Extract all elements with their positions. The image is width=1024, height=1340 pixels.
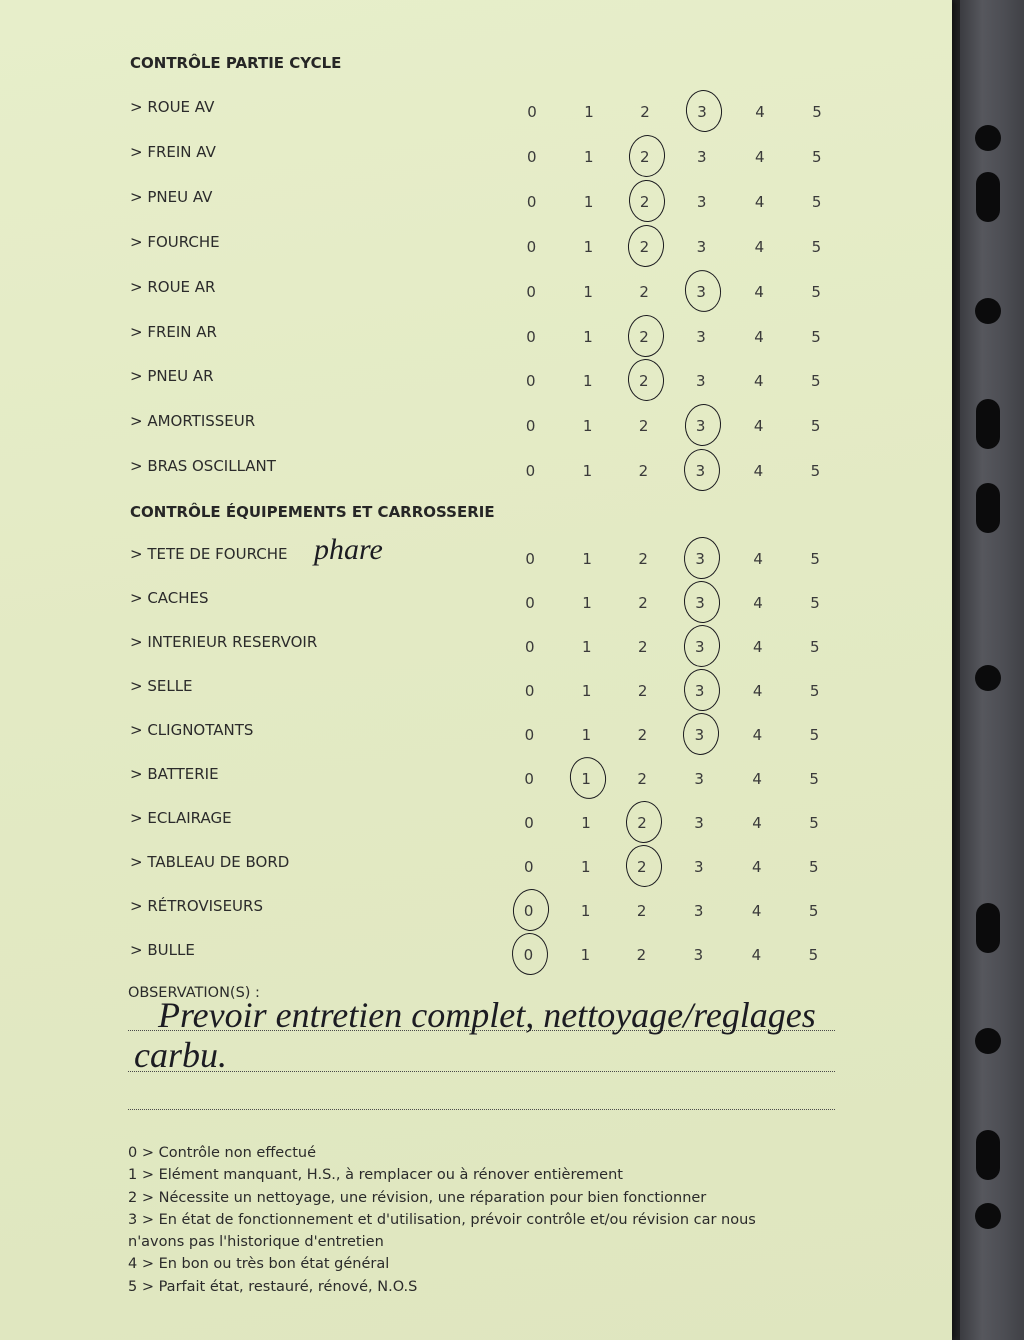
score-option: 3 <box>697 103 707 121</box>
score-option: 5 <box>811 282 821 301</box>
item-label: > BULLE <box>130 941 195 959</box>
score-option: 3 <box>695 550 705 568</box>
score-option: 5 <box>810 417 821 436</box>
score-option: 0 <box>523 902 534 920</box>
score-option: 3 <box>694 682 705 700</box>
score-option: 4 <box>752 858 762 876</box>
score-option: 3 <box>696 282 706 301</box>
selected-score-circle <box>510 887 551 933</box>
score-option: 2 <box>638 594 648 612</box>
checklist-row <box>0 185 952 209</box>
score-option: 2 <box>640 147 650 166</box>
score-option: 2 <box>639 372 649 391</box>
score-option: 5 <box>810 462 821 481</box>
item-label: > CLIGNOTANTS <box>130 721 254 739</box>
score-option: 4 <box>752 726 763 744</box>
score-option: 4 <box>753 417 764 436</box>
score-option: 5 <box>810 594 820 612</box>
score-option: 1 <box>581 858 591 876</box>
score-option: 1 <box>581 770 591 788</box>
handwritten-observation-line-1: Prevoir entretien complet, nettoyage/reglages <box>158 995 816 1035</box>
score-option: 4 <box>752 814 762 832</box>
score-option: 0 <box>524 858 534 876</box>
punch-hole <box>976 483 1000 533</box>
score-option: 1 <box>584 103 594 121</box>
handwritten-observation-line-2: carbu. <box>134 1035 227 1075</box>
score-option: 2 <box>638 550 648 568</box>
score-legend <box>128 1142 756 1298</box>
item-label: > TETE DE FOURCHE <box>130 545 288 563</box>
item-label: > PNEU AR <box>130 367 214 386</box>
selected-score-circle <box>624 844 664 889</box>
item-label: > PNEU AV <box>130 187 213 206</box>
selected-score-circle <box>627 314 665 358</box>
item-label: > RÉTROVISEURS <box>130 897 263 915</box>
item-label: > INTERIEUR RESERVOIR <box>130 633 318 651</box>
score-option: 5 <box>809 770 819 788</box>
score-option: 5 <box>809 682 820 700</box>
score-option: 3 <box>693 946 704 964</box>
score-option: 2 <box>640 103 650 121</box>
legend-line: 2 > Nécessite un nettoyage, une révision, une réparation pour bien fonctionner <box>128 1189 707 1206</box>
score-option: 1 <box>581 814 591 832</box>
score-option: 3 <box>694 726 705 744</box>
score-option: 4 <box>751 902 762 920</box>
selected-score-circle <box>681 711 721 757</box>
score-option: 3 <box>696 237 707 256</box>
score-option: 0 <box>525 462 536 481</box>
punch-hole <box>975 1028 1001 1054</box>
score-option: 0 <box>525 594 535 612</box>
score-option: 1 <box>583 372 593 391</box>
checklist-row <box>0 586 952 610</box>
selected-score-circle <box>682 668 721 712</box>
checklist-row <box>0 762 952 786</box>
score-option: 2 <box>637 858 647 876</box>
checklist-row <box>0 364 952 391</box>
score-option: 0 <box>524 814 534 832</box>
checklist-row <box>0 542 952 566</box>
score-option: 3 <box>694 770 704 788</box>
score-option: 2 <box>638 638 648 656</box>
score-option: 5 <box>808 902 819 920</box>
checklist-row <box>0 140 952 164</box>
score-option: 5 <box>811 327 821 346</box>
score-option: 4 <box>755 103 765 121</box>
score-option: 4 <box>752 682 763 700</box>
score-option: 1 <box>584 147 594 166</box>
item-label: > SELLE <box>130 677 193 695</box>
score-option: 4 <box>754 327 764 346</box>
score-option: 1 <box>580 902 591 920</box>
score-option: 5 <box>809 858 819 876</box>
score-option: 0 <box>525 550 535 568</box>
checklist-row <box>0 454 952 481</box>
score-option: 3 <box>695 462 706 481</box>
selected-score-circle <box>625 800 663 844</box>
item-label: > ROUE AR <box>130 277 216 296</box>
handwritten-note-phare: phare <box>314 533 383 566</box>
score-option: 1 <box>583 192 594 211</box>
score-option: 1 <box>583 327 593 346</box>
score-option: 4 <box>754 372 764 391</box>
score-option: 5 <box>810 550 820 568</box>
selected-score-circle <box>683 448 721 492</box>
score-option: 4 <box>755 147 765 166</box>
score-option: 5 <box>812 147 822 166</box>
score-option: 4 <box>753 638 763 656</box>
score-option: 2 <box>636 902 647 920</box>
score-option: 0 <box>527 147 537 166</box>
score-option: 1 <box>581 726 592 744</box>
score-option: 4 <box>754 237 765 256</box>
score-option: 0 <box>524 770 534 788</box>
selected-score-circle <box>683 536 722 580</box>
checklist-row <box>0 275 952 299</box>
score-option: 5 <box>811 372 821 391</box>
selected-score-circle <box>626 358 666 403</box>
score-option: 3 <box>693 902 704 920</box>
score-option: 3 <box>695 417 706 436</box>
score-option: 0 <box>526 327 536 346</box>
score-option: 0 <box>527 103 537 121</box>
score-option: 5 <box>808 946 819 964</box>
checklist-row <box>0 718 952 742</box>
legend-line: 5 > Parfait état, restauré, rénové, N.O.S <box>128 1278 418 1295</box>
checklist-row <box>0 95 952 119</box>
score-option: 3 <box>696 372 706 391</box>
punch-hole <box>975 665 1001 691</box>
punch-hole <box>976 399 1000 449</box>
punch-hole <box>975 1203 1001 1229</box>
punch-hole <box>976 903 1000 953</box>
score-option: 2 <box>637 726 648 744</box>
item-label: > ROUE AV <box>130 98 215 116</box>
legend-line: n'avons pas l'historique d'entretien <box>128 1234 384 1251</box>
score-option: 5 <box>810 638 820 656</box>
selected-score-circle <box>511 932 549 976</box>
punch-hole <box>975 125 1001 151</box>
score-option: 4 <box>754 192 765 211</box>
score-option: 2 <box>639 237 650 256</box>
score-option: 0 <box>524 682 535 700</box>
score-option: 5 <box>809 814 819 832</box>
checklist-row <box>0 630 952 654</box>
punch-hole <box>976 172 1000 222</box>
item-label: > AMORTISSEUR <box>130 412 256 431</box>
score-option: 3 <box>697 147 707 166</box>
item-label: > TABLEAU DE BORD <box>130 853 290 871</box>
score-option: 0 <box>524 726 535 744</box>
score-option: 1 <box>580 946 591 964</box>
score-option: 2 <box>639 327 649 346</box>
score-option: 2 <box>638 462 649 481</box>
score-option: 3 <box>695 594 705 612</box>
score-option: 3 <box>695 638 705 656</box>
item-label: > ECLAIRAGE <box>130 809 232 827</box>
score-option: 4 <box>753 594 763 612</box>
score-option: 0 <box>526 237 537 256</box>
checklist-row <box>0 230 952 254</box>
score-option: 1 <box>581 682 592 700</box>
score-option: 2 <box>639 192 650 211</box>
checklist-row <box>0 320 952 344</box>
item-label: > FREIN AV <box>130 142 216 161</box>
legend-line: 3 > En état de fonctionnement et d'utilisation, prévoir contrôle et/ou révision car nous <box>128 1211 756 1228</box>
score-option: 1 <box>583 282 593 301</box>
score-option: 2 <box>637 814 647 832</box>
score-option: 2 <box>636 946 647 964</box>
selected-score-circle <box>626 223 666 269</box>
score-option: 1 <box>582 462 593 481</box>
observation-line <box>128 1109 835 1110</box>
legend-line: 1 > Elément manquant, H.S., à remplacer ou à rénover entièrement <box>128 1167 623 1184</box>
item-label: > BRAS OSCILLANT <box>130 457 276 476</box>
binder-sleeve-strip <box>960 0 1024 1340</box>
score-option: 4 <box>754 282 764 301</box>
observation-line <box>128 1071 835 1072</box>
score-option: 4 <box>751 946 762 964</box>
observations-label: OBSERVATION(S) : <box>128 985 260 1001</box>
checklist-row <box>0 850 952 874</box>
legend-line: 4 > En bon ou très bon état général <box>128 1256 390 1273</box>
score-option: 5 <box>811 192 822 211</box>
score-option: 2 <box>638 417 649 436</box>
score-option: 0 <box>525 638 535 656</box>
score-option: 0 <box>526 192 537 211</box>
checklist-row <box>0 938 952 962</box>
item-label: > CACHES <box>130 589 209 607</box>
score-option: 5 <box>809 726 820 744</box>
selected-score-circle <box>627 179 666 223</box>
checklist-row <box>0 894 952 918</box>
score-option: 2 <box>637 682 648 700</box>
selected-score-circle <box>682 579 723 625</box>
score-option: 3 <box>694 858 704 876</box>
score-option: 1 <box>582 550 592 568</box>
selected-score-circle <box>684 88 725 134</box>
score-option: 4 <box>753 550 763 568</box>
punch-hole <box>976 1130 1000 1180</box>
score-option: 3 <box>696 192 707 211</box>
score-option: 4 <box>752 770 762 788</box>
score-option: 0 <box>526 282 536 301</box>
score-option: 4 <box>753 462 764 481</box>
selected-score-circle <box>627 133 667 178</box>
section-title-equipment: CONTRÔLE ÉQUIPEMENTS ET CARROSSERIE <box>130 503 495 521</box>
score-option: 1 <box>582 417 593 436</box>
selected-score-circle <box>682 267 724 314</box>
legend-line: 0 > Contrôle non effectué <box>128 1145 316 1161</box>
score-option: 1 <box>582 638 592 656</box>
score-option: 1 <box>582 594 592 612</box>
checklist-row <box>0 674 952 698</box>
score-option: 2 <box>639 282 649 301</box>
score-option: 1 <box>583 237 594 256</box>
score-option: 0 <box>525 417 536 436</box>
score-option: 2 <box>637 770 647 788</box>
selected-score-circle <box>567 754 609 801</box>
item-label: > BATTERIE <box>130 765 219 783</box>
selected-score-circle <box>682 402 723 448</box>
score-option: 3 <box>694 814 704 832</box>
item-label: > FOURCHE <box>130 232 220 251</box>
section-title-cycle: CONTRÔLE PARTIE CYCLE <box>130 54 342 72</box>
score-option: 5 <box>812 103 822 121</box>
checklist-row <box>0 409 952 436</box>
checklist-row <box>0 806 952 830</box>
score-option: 0 <box>523 946 534 964</box>
score-option: 3 <box>696 327 706 346</box>
item-label: > FREIN AR <box>130 322 217 341</box>
punch-hole <box>975 298 1001 324</box>
score-option: 5 <box>811 237 822 256</box>
score-option: 0 <box>526 372 536 391</box>
selected-score-circle <box>682 624 722 669</box>
